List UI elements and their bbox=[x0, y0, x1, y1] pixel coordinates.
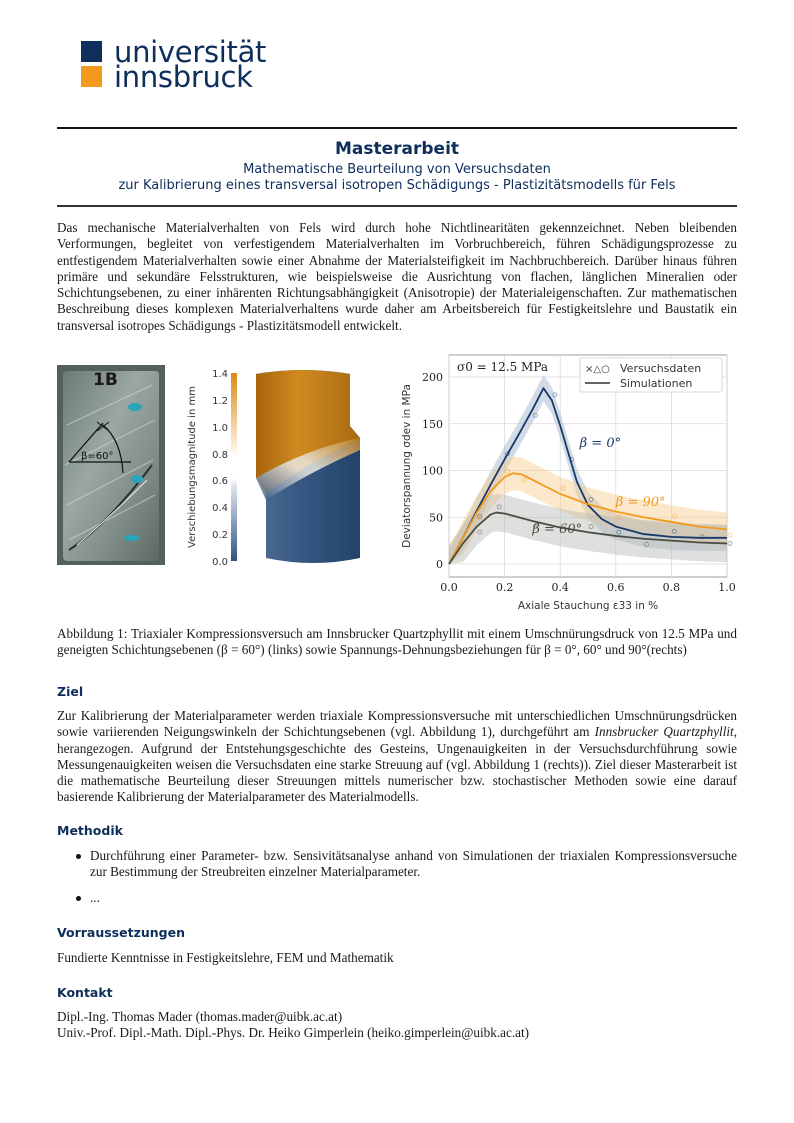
svg-text:0.4: 0.4 bbox=[551, 581, 569, 594]
chart-ylabel: Deviatorspannung σdev in MPa bbox=[401, 384, 413, 548]
kontakt-line: Univ.-Prof. Dipl.-Math. Dipl.-Phys. Dr. Heiko Gimperlein (heiko.gimperlein@uibk.ac.at) bbox=[57, 1025, 530, 1040]
svg-text:0.2: 0.2 bbox=[495, 581, 514, 594]
logo-square-bottom bbox=[81, 66, 102, 87]
sample-label: 1B bbox=[93, 370, 118, 390]
logo-square-top bbox=[81, 41, 102, 62]
header-rule-bottom bbox=[57, 205, 737, 207]
svg-text:50: 50 bbox=[429, 511, 443, 525]
svg-text:0: 0 bbox=[436, 558, 443, 571]
chart-annotation: σ0 = 12.5 MPa bbox=[457, 360, 549, 374]
document-subtitle-1: Mathematische Beurteilung von Versuchsdaten bbox=[243, 162, 551, 177]
heading-kontakt: Kontakt bbox=[57, 985, 113, 1000]
svg-text:1.0: 1.0 bbox=[212, 423, 228, 434]
svg-text:100: 100 bbox=[422, 464, 443, 478]
bullet-icon bbox=[76, 896, 81, 901]
series-label: β = 60° bbox=[532, 522, 583, 538]
intro-paragraph: Das mechanische Materialverhalten von Fels wird durch hohe Nichtlinearitäten gekennzeichnet. Neben bleibenden Verformungen, begleitet von verfestigendem Materialverhalten im Vorbruchbereich, führen Schädigungsprozesse zu entfestigendem Materialverhalten sowie einer Abnahme der Materialsteifigkeit im Nachbruchbereich. Darüber hinaus führen primäre und sekundäre Felsstrukturen, wie beispielsweise die Ausrichtung von flachen, länglichen Mineralien oder Schichtungsebenen, zu einer inhärenten Richtungsabhängigkeit (Anisotropie) der Materialeigenschaften. Zur mathematischen Beschreibung dieses komplexen Materialverhaltens wurde daher am Arbeitsbereich für Festigkeitslehre und Baustatik ein transversal isotropes Schädigungs - Plastizitätsmodell entwickelt. bbox=[57, 220, 737, 333]
series-label: β = 90° bbox=[615, 495, 666, 511]
voraussetzungen-text: Fundierte Kenntnisse in Festigkeitslehre, FEM und Mathematik bbox=[57, 950, 394, 965]
stress-strain-chart bbox=[395, 350, 745, 615]
svg-text:0.2: 0.2 bbox=[212, 530, 228, 541]
svg-text:200: 200 bbox=[422, 371, 443, 384]
italic-term: Innsbrucker Quartzphyllit bbox=[594, 724, 734, 740]
figure-caption: Abbildung 1: Triaxialer Kompressionsversuch am Innsbrucker Quartzphyllit mit einem Umschnürungsdruck von 12.5 MPa und geneigten Schichtungsebenen (β = 60°) (links) sowie Spannungs-Dehnungsbeziehungen für β = 0°, 60° und 90°(rechts) bbox=[57, 626, 737, 658]
rock-sample-photo bbox=[57, 365, 165, 565]
methodik-item: Durchführung einer Parameter- bzw. Sensivitätsanalyse anhand von Simulationen der triaxialen Kompressionsversuche zur Bestimmung der Streubreiten einzelner Materialparameter. bbox=[76, 848, 737, 881]
heading-voraussetzungen: Vorraussetzungen bbox=[57, 925, 185, 940]
svg-text:1.4: 1.4 bbox=[212, 369, 228, 380]
document-title: Masterarbeit bbox=[334, 139, 460, 159]
svg-text:0.8: 0.8 bbox=[662, 581, 681, 594]
series-label: β = 0° bbox=[579, 436, 622, 452]
logo-line2: innsbruck bbox=[114, 60, 253, 94]
kontakt-line: Dipl.-Ing. Thomas Mader (thomas.mader@uibk.ac.at) bbox=[57, 1009, 343, 1024]
svg-text:Simulationen: Simulationen bbox=[620, 377, 693, 390]
svg-text:0.0: 0.0 bbox=[212, 557, 228, 568]
angle-label: β=60° bbox=[81, 451, 114, 462]
svg-text:0.6: 0.6 bbox=[607, 581, 625, 594]
methodik-item: ... bbox=[76, 890, 737, 906]
chart-xlabel: Axiale Stauchung ε33 in % bbox=[517, 600, 659, 612]
header-rule-top bbox=[57, 127, 737, 129]
fe-simulation-cylinder bbox=[253, 368, 363, 568]
svg-text:0.6: 0.6 bbox=[212, 476, 228, 487]
bullet-icon bbox=[76, 854, 81, 859]
svg-text:150: 150 bbox=[422, 417, 443, 431]
ziel-paragraph: Zur Kalibrierung der Materialparameter werden triaxiale Kompressionsversuche mit unterschiedlichen Umschnürungsdrücken sowie variierenden Neigungswinkeln der Schichtungsebenen (vgl. Abbildung 1), durchgeführt am Innsbrucker Quartzphyllit, herangezogen. Aufgrund der Entstehungsgeschichte des Gesteins, Ungenauigkeiten in der Versuchsdurchführung sowie Messungenauigkeiten weisen die Versuchsdaten eine starke Streuung auf (vgl. Abbildung 1 (rechts)). Ziel dieser Masterarbeit ist die mathematische Beurteilung dieser Streuungen mittels numerischer bzw. stochastischer Methoden sowie eine darauf basierende Kalibrierung der Materialparameter des Materialmodells. bbox=[57, 708, 737, 805]
svg-text:0.8: 0.8 bbox=[212, 450, 228, 461]
displacement-colorbar bbox=[185, 365, 245, 570]
colorbar-label: Verschiebungsmagnitude in mm bbox=[187, 386, 198, 548]
heading-ziel: Ziel bbox=[57, 684, 84, 699]
logo-line1: universität bbox=[114, 35, 267, 69]
svg-text:1.0: 1.0 bbox=[718, 581, 736, 594]
svg-text:0.0: 0.0 bbox=[440, 581, 458, 594]
svg-text:×△○: ×△○ bbox=[585, 364, 610, 375]
document-subtitle-2: zur Kalibrierung eines transversal isotropen Schädigungs - Plastizitätsmodells für Fels bbox=[118, 178, 676, 193]
heading-methodik: Methodik bbox=[57, 823, 123, 838]
svg-text:Versuchsdaten: Versuchsdaten bbox=[620, 362, 702, 375]
svg-text:0.4: 0.4 bbox=[212, 503, 228, 514]
svg-text:1.2: 1.2 bbox=[212, 396, 228, 407]
